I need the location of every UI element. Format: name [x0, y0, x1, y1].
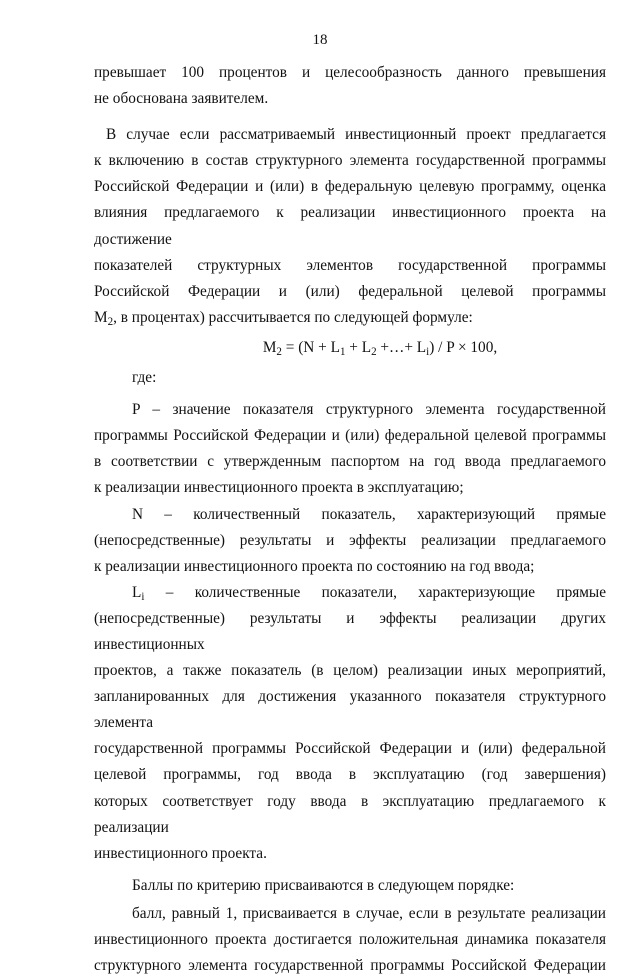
text-line: государственной программы Российской Федерации и (или) федеральной — [94, 740, 606, 758]
paragraph-intro — [94, 122, 606, 331]
text-line: к реализации инвестиционного проекта в эксплуатацию; — [94, 479, 464, 497]
definition-p — [94, 397, 606, 501]
page-number: 18 — [312, 32, 328, 48]
text-line: В случае если рассматриваемый инвестиционный проект предлагается — [106, 126, 606, 144]
text-line: (непосредственные) результаты и эффекты реализации предлагаемого — [94, 531, 606, 549]
document-body — [94, 60, 606, 979]
text-line: в соответствии с утвержденным паспортом на год ввода предлагаемого — [94, 453, 606, 471]
formula: $M_2 = (N + L_1 + L_2$ +…+ $L_i) / P \times 100$, — [262, 338, 498, 358]
definition-li — [94, 580, 606, 867]
text-line: $M_2$, в процентах) рассчитывается по следующей формуле: — [94, 308, 473, 328]
text-line: к включению в состав структурного элемента государственной программы — [94, 152, 606, 170]
text-line: показателей структурных элементов государственной программы — [94, 256, 606, 274]
text-line: (непосредственные) результаты и эффекты реализации других инвестиционных — [94, 609, 606, 653]
text-line: балл, равный 1, присваивается в случае, если в результате реализации — [132, 904, 606, 922]
text-line: запланированных для достижения указанного показателя структурного элемента — [94, 688, 606, 732]
text-line: влияния предлагаемого к реализации инвестиционного проекта на достижение — [94, 204, 606, 248]
text-line: P – значение показателя структурного элемента государственной — [132, 401, 606, 419]
text-line: $L_i$ – количественные показатели, характеризующие прямые — [132, 583, 606, 603]
text-line: проектов, а также показатель (в целом) реализации иных мероприятий, — [94, 662, 606, 680]
text-line: Баллы по критерию присваиваются в следующем порядке: — [132, 876, 515, 894]
text-line: Российской Федерации и (или) федеральной целевой программы — [94, 282, 606, 300]
scoring-rule — [94, 901, 606, 979]
where-label: где: — [132, 369, 157, 387]
text-line: инвестиционного проекта. — [94, 844, 267, 862]
text-line: не обоснована заявителем. — [94, 90, 269, 108]
text-line: Российской Федерации и (или) в федеральную целевую программу, оценка — [94, 178, 606, 196]
paragraph-continuation — [94, 60, 606, 112]
text-line: превышает 100 процентов и целесообразность данного превышения — [94, 64, 606, 81]
text-line: которых соответствует году ввода в эксплуатацию предлагаемого к реализации — [94, 792, 606, 836]
text-line: программы Российской Федерации и (или) федеральной целевой программы — [94, 427, 606, 445]
text-line: инвестиционного проекта достигается положительная динамика показателя — [94, 931, 606, 948]
scoring-intro — [94, 873, 606, 899]
text-line: структурного элемента государственной программы Российской Федерации — [94, 957, 606, 975]
text-line: целевой программы, год ввода в эксплуатацию (год завершения) — [94, 766, 606, 784]
text-line: к реализации инвестиционного проекта по состоянию на год ввода; — [94, 557, 535, 575]
definition-n — [94, 502, 606, 580]
text-line: N – количественный показатель, характеризующий прямые — [132, 505, 606, 523]
